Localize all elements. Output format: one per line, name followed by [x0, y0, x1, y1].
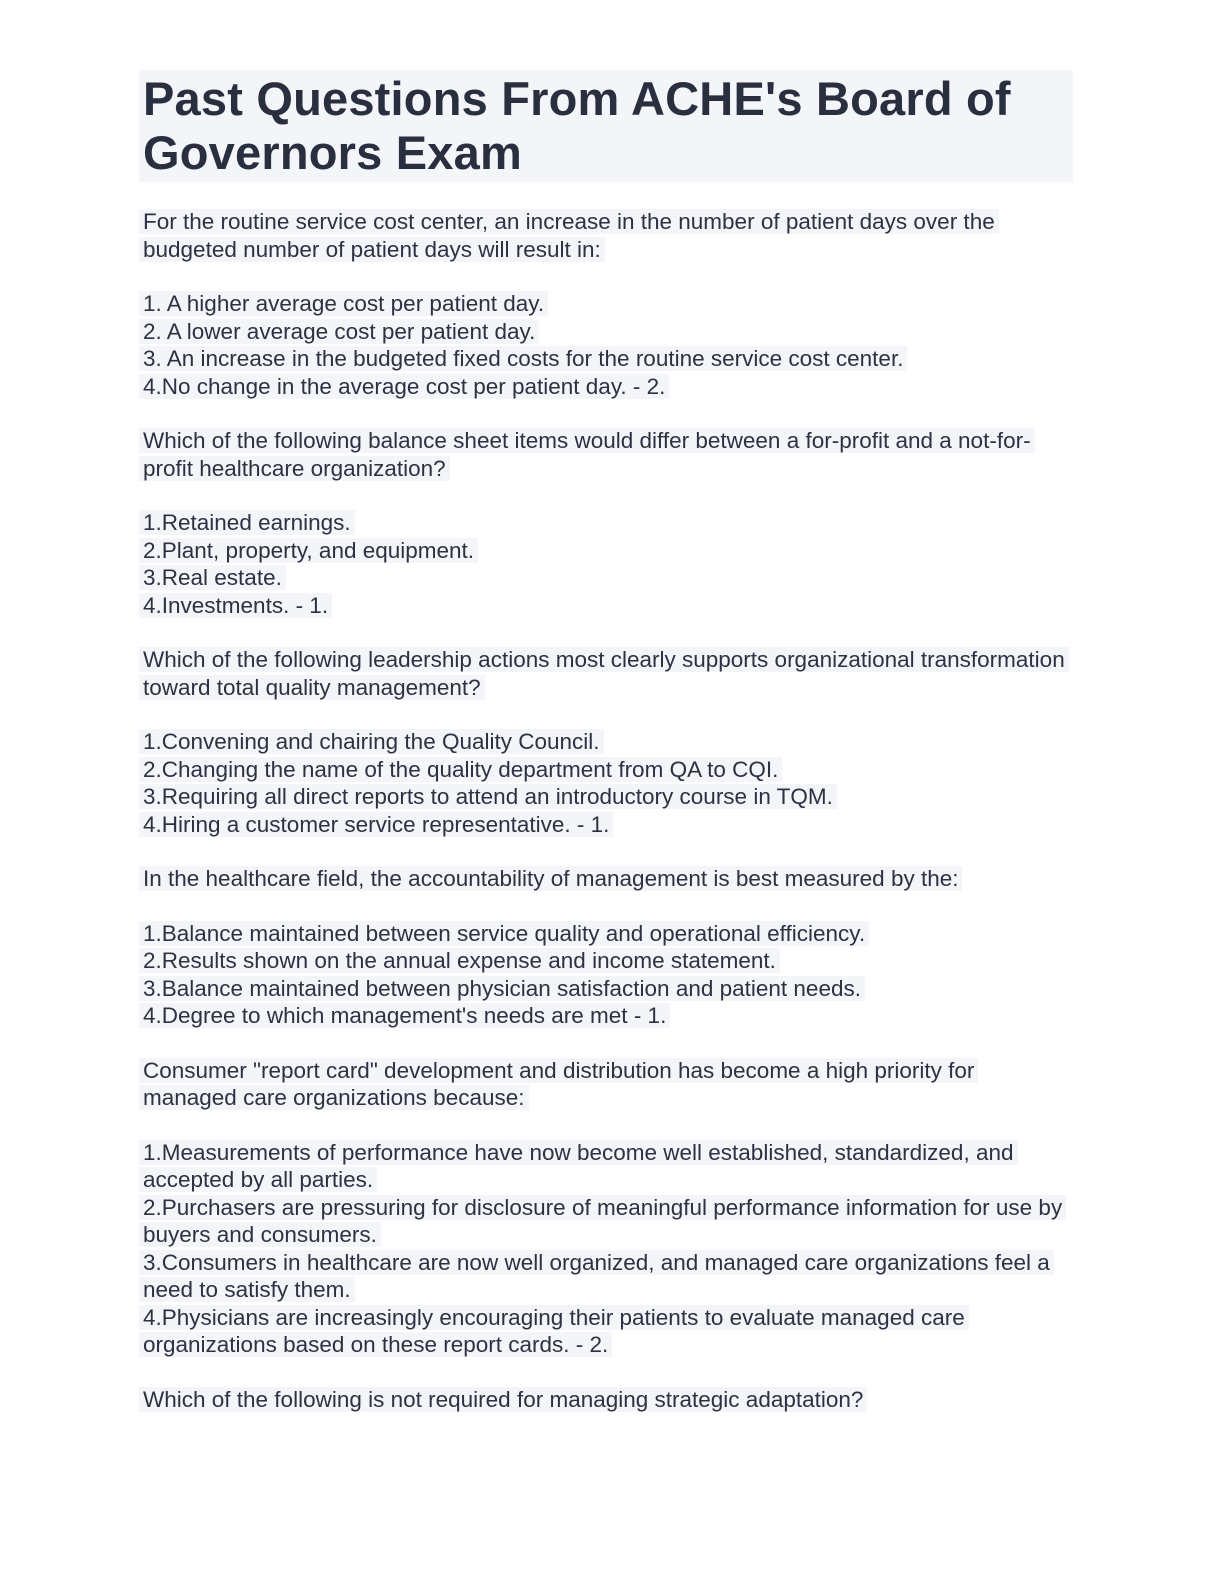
option-item: 1. A higher average cost per patient day.	[139, 290, 1073, 318]
question-block	[139, 1386, 1073, 1414]
document-page	[139, 70, 1073, 1440]
option-item: 1.Convening and chairing the Quality Council.	[139, 728, 1073, 756]
question-text: Consumer "report card" development and distribution has become a high priority for managed care organizations because:	[139, 1057, 1073, 1112]
option-item: 1.Measurements of performance have now become well established, standardized, and accepted by all parties.	[139, 1139, 1073, 1194]
question-block	[139, 1057, 1073, 1359]
option-item: 4.Physicians are increasingly encouraging their patients to evaluate managed care organizations based on these report cards. - 2.	[139, 1304, 1073, 1359]
question-block	[139, 865, 1073, 1030]
options-list	[139, 728, 1073, 838]
option-item: 3.Requiring all direct reports to attend an introductory course in TQM.	[139, 783, 1073, 811]
option-item: 4.Hiring a customer service representative. - 1.	[139, 811, 1073, 839]
option-item: 3.Consumers in healthcare are now well organized, and managed care organizations feel a need to satisfy them.	[139, 1249, 1073, 1304]
question-block	[139, 427, 1073, 619]
option-item: 4.Degree to which management's needs are met - 1.	[139, 1002, 1073, 1030]
options-list	[139, 290, 1073, 400]
option-item: 2.Changing the name of the quality department from QA to CQI.	[139, 756, 1073, 784]
option-item: 1.Balance maintained between service quality and operational efficiency.	[139, 920, 1073, 948]
question-text: In the healthcare field, the accountability of management is best measured by the:	[139, 865, 1073, 893]
options-list	[139, 920, 1073, 1030]
question-text: Which of the following leadership actions most clearly supports organizational transformation toward total quality management?	[139, 646, 1073, 701]
option-item: 2. A lower average cost per patient day.	[139, 318, 1073, 346]
option-item: 4.No change in the average cost per patient day. - 2.	[139, 373, 1073, 401]
option-item: 3. An increase in the budgeted fixed costs for the routine service cost center.	[139, 345, 1073, 373]
question-list	[139, 208, 1073, 1413]
option-item: 1.Retained earnings.	[139, 509, 1073, 537]
question-text: Which of the following is not required for managing strategic adaptation?	[139, 1386, 1073, 1414]
option-item: 3.Real estate.	[139, 564, 1073, 592]
option-item: 2.Plant, property, and equipment.	[139, 537, 1073, 565]
option-item: 2.Results shown on the annual expense and income statement.	[139, 947, 1073, 975]
option-item: 3.Balance maintained between physician satisfaction and patient needs.	[139, 975, 1073, 1003]
title-box	[139, 70, 1073, 182]
question-block	[139, 646, 1073, 838]
page-title: Past Questions From ACHE's Board of Governors Exam	[143, 72, 1011, 179]
question-text: For the routine service cost center, an increase in the number of patient days over the budgeted number of patient days will result in:	[139, 208, 1073, 263]
option-item: 4.Investments. - 1.	[139, 592, 1073, 620]
option-item: 2.Purchasers are pressuring for disclosure of meaningful performance information for use by buyers and consumers.	[139, 1194, 1073, 1249]
options-list	[139, 1139, 1073, 1359]
options-list	[139, 509, 1073, 619]
question-block	[139, 208, 1073, 400]
question-text: Which of the following balance sheet items would differ between a for-profit and a not-for-profit healthcare organization?	[139, 427, 1073, 482]
